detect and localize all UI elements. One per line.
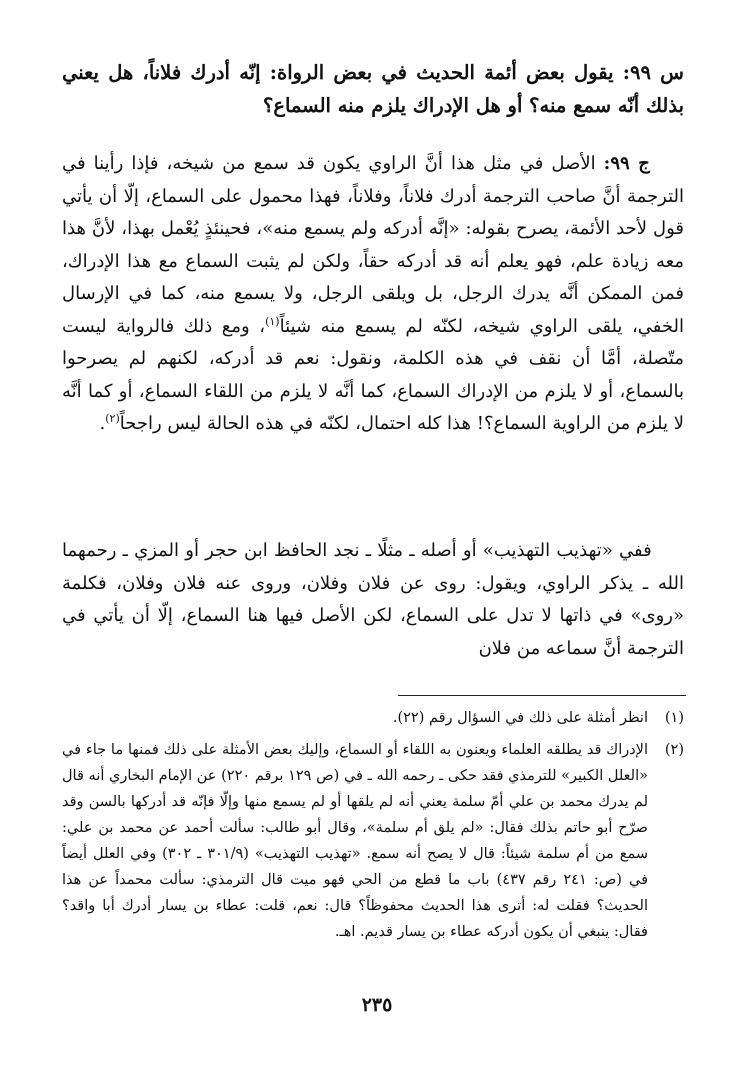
page-number: ٢٣٥: [361, 994, 393, 1016]
body-paragraph-2-text: ففي «تهذيب التهذيب» أو أصله ـ مثلًا ـ نجد الحافظ ابن حجر أو المزي ـ رحمهما الله ـ يذكر الراوي، ويقول: روى عن فلان وفلان، وروى عنه فلان وفلان، فكلمة «روى» في ذاتها لا تدل على السماع، لكن الأصل فيها هنا السماع، إلّا أن يأتي في الترجمة أنَّ سماعه من فلان: [62, 540, 684, 659]
question-text: يقول بعض أئمة الحديث في بعض الرواة: إنّه أدرك فلاناً، هل يعني بذلك أنّه سمع منه؟ أو هل الإدراك يلزم منه السماع؟: [62, 61, 684, 117]
footnote-number: (٢): [664, 742, 684, 758]
footnote-2: [62, 737, 684, 945]
question-label: س ٩٩:: [622, 61, 684, 84]
footnotes-section: [62, 705, 684, 951]
footnote-text: انظر أمثلة على ذلك في السؤال رقم (٢٢).: [392, 710, 648, 726]
footnote-1: [62, 705, 684, 731]
footnote-text: الإدراك قد يطلقه العلماء ويعنون به اللقاء أو السماع، وإليك بعض الأمثلة على ذلك فمنها ما جاء في «العلل الكبير» للترمذي فقد حكى ـ رحمه الله ـ في (ص ١٢٩ برقم ٢٢٠) عن الإمام البخاري أنه قال لم يدرك محمد بن علي أمّ سلمة يعني أنه لم يلقها أو لم يسمع منها وإلّا فإنّه قد أدركها بالسن وقد صرّح أبو حاتم بذلك فقال: «لم يلق أم سلمة»، وقال أبو طالب: سألت أحمد عن محمد بن علي: سمع من أم سلمة شيئاً: قال لا يصح أنه سمع. «تهذيب التهذيب» (٣٠١/٩ ـ ٣٠٢) وفي العلل أيضاً في (ص: ٢٤١ رقم ٤٣٧) باب ما قطع من الحي فهو ميت قال الترمذي: سألت محمداً عن هذا الحديث؟ فقلت له: أترى هذا الحديث محفوظاً؟ قال: نعم، قلت: عطاء بن يسار أدرك أبا واقد؟ فقال: ينبغي أن يكون أدركه عطاء بن يسار قديم. اهـ.: [62, 742, 648, 940]
answer-label: ج ٩٩:: [603, 153, 650, 174]
footnote-ref-2[interactable]: (٢): [105, 412, 120, 425]
footnote-number: (١): [664, 710, 684, 726]
footnote-ref-1[interactable]: (١): [265, 314, 280, 328]
body-paragraph-2: [62, 535, 684, 665]
answer-paragraph: [62, 148, 684, 441]
footnote-divider: [398, 695, 686, 696]
answer-text-end: .: [99, 413, 106, 434]
answer-text-part-2: ، ومع ذلك فالرواية ليست متّصلة، أمَّا أن نقف في هذه الكلمة، ونقول: نعم قد أدركه، لكنهم لم يصرحوا بالسماع، أو لا يلزم من الإدراك السماع، كما أنَّه لا يلزم من اللقاء السماع، أو كما أنَّه لا يلزم من الراوية السماع؟! هذا كله احتمال، لكنّه في هذه الحالة ليس راجحاً: [62, 315, 684, 434]
answer-text-part-1: الأصل في مثل هذا أنَّ الراوي يكون قد سمع من شيخه، فإذا رأينا في الترجمة أنَّ صاحب الترجمة أدرك فلاناً، وفلاناً، فهذا محمول على السماع، إلّا أن يأتي قول لأحد الأئمة، يصرح بقوله: «إنَّه أدركه ولم يسمع منه»، فحينئذٍ يُعْمل بهذا، لأنَّ هذا معه زيادة علم، فهو يعلم أنه قد أدركه حقاً، ولكن لم يثبت السماع مع هذا الإدراك، فمن الممكن أنَّه يدرك الرجل، بل ويلقى الرجل، ولا يسمع منه، كما في الإرسال الخفي، يلقى الراوي شيخه، لكنّه لم يسمع منه شيئاً: [62, 153, 684, 337]
question-paragraph: [62, 56, 684, 122]
